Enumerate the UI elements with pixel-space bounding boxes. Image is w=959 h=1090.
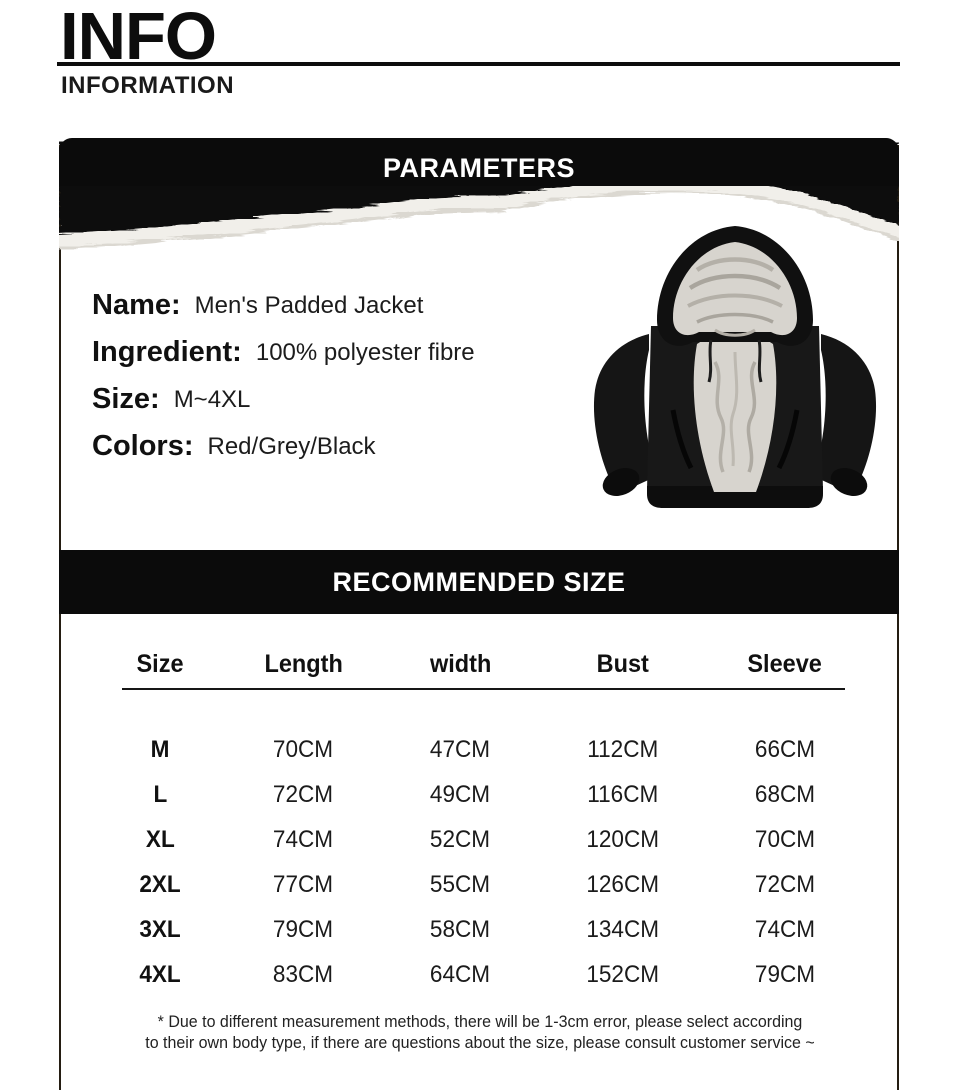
size-row-label: 3XL xyxy=(139,915,181,943)
size-row-label: 4XL xyxy=(139,960,181,988)
size-value-cell: 64CM xyxy=(430,960,491,988)
measurement-note-line1: * Due to different measurement methods, there will be 1-3cm error, please select according xyxy=(157,1013,803,1031)
measurement-note xyxy=(80,1012,880,1054)
card-left-border xyxy=(59,145,61,1090)
recommended-size-banner-label: RECOMMENDED SIZE xyxy=(332,566,626,597)
column-header-size: Size xyxy=(136,649,184,678)
size-value-cell: 47CM xyxy=(430,735,491,763)
spec-row-colors xyxy=(92,423,475,470)
column-header-bust: Bust xyxy=(596,649,649,678)
product-image-jacket xyxy=(565,222,905,522)
parameters-banner-label: PARAMETERS xyxy=(382,153,575,183)
table-header-divider xyxy=(122,688,845,690)
size-value-cell: 49CM xyxy=(430,780,491,808)
column-header-length: Length xyxy=(264,649,343,678)
size-value-cell: 74CM xyxy=(754,915,816,943)
spec-value: Men's Padded Jacket xyxy=(194,291,424,319)
size-value-cell: 116CM xyxy=(586,780,659,808)
size-value-cell: 134CM xyxy=(586,915,659,943)
size-value-cell: 55CM xyxy=(430,870,491,898)
size-table xyxy=(93,637,866,997)
size-value-cell: 52CM xyxy=(430,825,491,853)
size-value-cell: 68CM xyxy=(754,780,816,808)
size-value-cell: 126CM xyxy=(586,870,659,898)
size-row-label: M xyxy=(150,735,170,763)
size-value-cell: 112CM xyxy=(586,735,659,763)
spec-row-size xyxy=(92,376,475,423)
spec-value: Red/Grey/Black xyxy=(207,432,376,460)
spec-row-ingredient xyxy=(92,329,475,376)
page-title-clip xyxy=(60,0,460,62)
spec-label: Ingredient: xyxy=(92,336,242,368)
size-value-cell: 79CM xyxy=(273,915,334,943)
spec-label: Name: xyxy=(92,289,181,321)
size-value-cell: 72CM xyxy=(754,870,816,898)
spec-label: Colors: xyxy=(92,430,194,462)
spec-row-name xyxy=(92,282,475,329)
size-value-cell: 120CM xyxy=(586,825,659,853)
spec-value: 100% polyester fibre xyxy=(255,338,475,366)
spec-label: Size: xyxy=(92,383,160,415)
product-specs xyxy=(92,282,475,470)
page-title: INFO xyxy=(60,0,217,62)
recommended-size-banner xyxy=(59,550,899,614)
size-value-cell: 70CM xyxy=(754,825,816,853)
size-value-cell: 83CM xyxy=(273,960,334,988)
column-header-width: width xyxy=(429,649,492,678)
size-value-cell: 70CM xyxy=(273,735,334,763)
size-value-cell: 152CM xyxy=(586,960,659,988)
measurement-note-line2: to their own body type, if there are questions about the size, please consult customer service ~ xyxy=(145,1034,815,1052)
size-row-label: 2XL xyxy=(139,870,181,898)
spec-value: M~4XL xyxy=(173,385,251,413)
column-header-sleeve: Sleeve xyxy=(747,649,823,678)
title-divider-line xyxy=(57,62,900,66)
size-value-cell: 79CM xyxy=(754,960,816,988)
size-value-cell: 58CM xyxy=(430,915,491,943)
size-value-cell: 77CM xyxy=(273,870,334,898)
size-value-cell: 66CM xyxy=(754,735,816,763)
size-value-cell: 72CM xyxy=(273,780,334,808)
size-value-cell: 74CM xyxy=(273,825,334,853)
size-row-label: L xyxy=(153,780,167,808)
size-row-label: XL xyxy=(145,825,175,853)
page-subtitle: INFORMATION xyxy=(61,72,235,99)
